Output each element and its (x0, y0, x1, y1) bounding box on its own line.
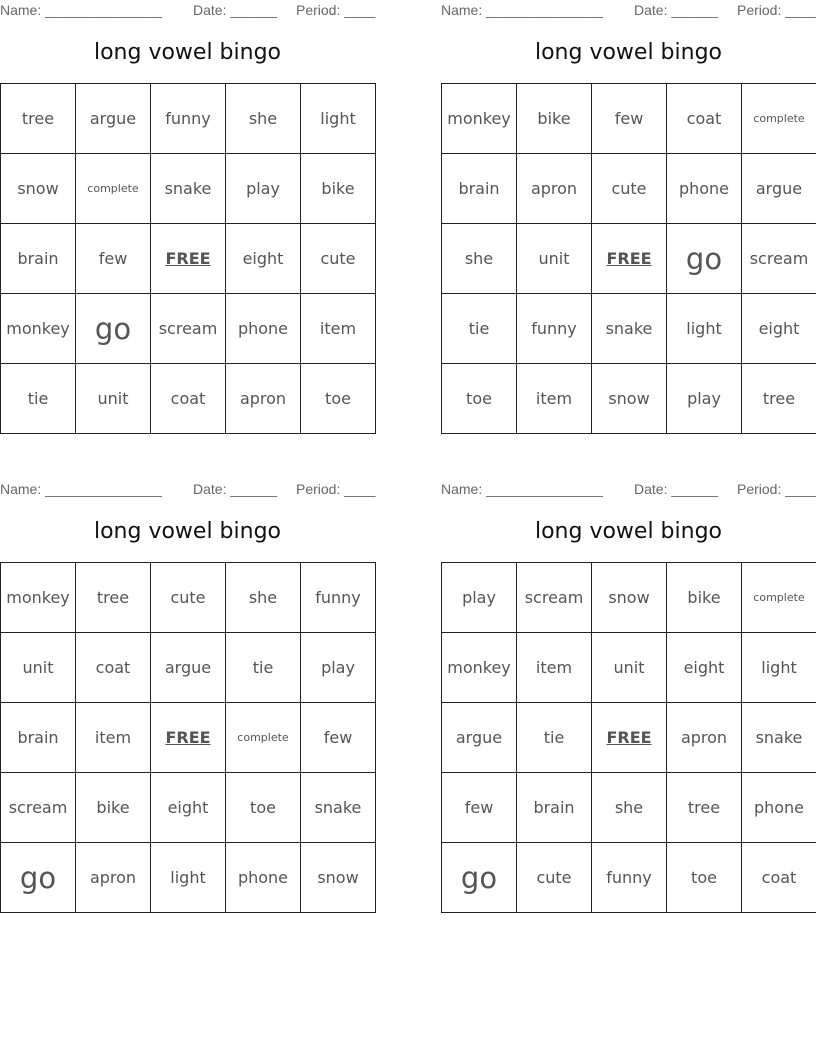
period-field: Period: ____ (737, 2, 816, 18)
bingo-cell: bike (301, 154, 376, 224)
bingo-cell: item (76, 703, 151, 773)
bingo-cell: monkey (442, 633, 517, 703)
bingo-cell: snake (742, 703, 816, 773)
card-title: long vowel bingo (93, 40, 282, 65)
card-header (0, 479, 375, 501)
bingo-cell: funny (592, 843, 667, 913)
period-field: Period: ____ (296, 2, 376, 18)
bingo-cell: coat (667, 84, 742, 154)
card-header (441, 479, 816, 501)
bingo-grid (441, 83, 816, 434)
bingo-cell: toe (442, 364, 517, 434)
bingo-cell: few (442, 773, 517, 843)
bingo-cell: item (301, 294, 376, 364)
bingo-cell: argue (76, 84, 151, 154)
bingo-cell: monkey (442, 84, 517, 154)
bingo-cell: coat (742, 843, 816, 913)
bingo-cell: toe (226, 773, 301, 843)
bingo-cell: light (742, 633, 816, 703)
bingo-cell: cute (151, 563, 226, 633)
bingo-cell: toe (667, 843, 742, 913)
bingo-cell: eight (226, 224, 301, 294)
bingo-cell: apron (517, 154, 592, 224)
bingo-grid (0, 562, 376, 913)
date-field: Date: ______ (193, 2, 278, 18)
bingo-cell: complete (742, 563, 816, 633)
name-field: Name: _______________ (441, 2, 603, 18)
bingo-row (442, 843, 816, 913)
bingo-cell: tie (1, 364, 76, 434)
bingo-cell: phone (667, 154, 742, 224)
card-header (0, 0, 375, 22)
bingo-row (442, 224, 816, 294)
bingo-cell: monkey (1, 294, 76, 364)
bingo-cell: she (592, 773, 667, 843)
period-field: Period: ____ (296, 481, 376, 497)
bingo-cell: brain (1, 224, 76, 294)
bingo-cell: brain (442, 154, 517, 224)
bingo-cell: snow (592, 364, 667, 434)
bingo-row (1, 843, 376, 913)
bingo-grid (441, 562, 816, 913)
bingo-cell: she (226, 563, 301, 633)
bingo-cell: bike (667, 563, 742, 633)
bingo-row (1, 154, 376, 224)
bingo-card (0, 479, 375, 913)
bingo-cell: few (76, 224, 151, 294)
bingo-cell: go (76, 294, 151, 364)
bingo-cell: snow (1, 154, 76, 224)
bingo-cell: tie (517, 703, 592, 773)
bingo-row (442, 294, 816, 364)
bingo-cell: complete (226, 703, 301, 773)
card-title: long vowel bingo (534, 519, 723, 544)
bingo-cell: apron (76, 843, 151, 913)
bingo-row (442, 364, 816, 434)
bingo-row (1, 773, 376, 843)
bingo-cell: scream (1, 773, 76, 843)
bingo-card (441, 0, 816, 434)
name-field: Name: _______________ (441, 481, 603, 497)
free-space-cell: FREE (592, 703, 667, 773)
bingo-card (441, 479, 816, 913)
bingo-cell: go (667, 224, 742, 294)
name-field: Name: _______________ (0, 481, 162, 497)
bingo-cell: brain (1, 703, 76, 773)
bingo-cell: scream (517, 563, 592, 633)
bingo-row (442, 703, 816, 773)
free-space-cell: FREE (151, 224, 226, 294)
bingo-cell: unit (76, 364, 151, 434)
bingo-cell: item (517, 633, 592, 703)
bingo-cell: eight (151, 773, 226, 843)
bingo-grid (0, 83, 376, 434)
date-field: Date: ______ (634, 481, 719, 497)
bingo-cell: toe (301, 364, 376, 434)
bingo-row (1, 364, 376, 434)
bingo-row (442, 154, 816, 224)
date-field: Date: ______ (193, 481, 278, 497)
bingo-cell: play (301, 633, 376, 703)
bingo-cell: snake (301, 773, 376, 843)
bingo-cell: tree (1, 84, 76, 154)
bingo-cell: unit (517, 224, 592, 294)
bingo-cell: light (667, 294, 742, 364)
card-header (441, 0, 816, 22)
bingo-cell: cute (517, 843, 592, 913)
bingo-cell: go (1, 843, 76, 913)
bingo-cell: snake (592, 294, 667, 364)
bingo-row (1, 224, 376, 294)
bingo-cell: unit (592, 633, 667, 703)
bingo-cell: go (442, 843, 517, 913)
bingo-cell: few (301, 703, 376, 773)
bingo-cell: eight (667, 633, 742, 703)
bingo-cell: monkey (1, 563, 76, 633)
bingo-cell: bike (517, 84, 592, 154)
bingo-cell: cute (592, 154, 667, 224)
bingo-cell: coat (76, 633, 151, 703)
bingo-cell: complete (742, 84, 816, 154)
bingo-cell: play (442, 563, 517, 633)
card-title: long vowel bingo (93, 519, 282, 544)
bingo-cell: scream (151, 294, 226, 364)
bingo-cell: funny (301, 563, 376, 633)
bingo-row (1, 703, 376, 773)
bingo-cell: tree (667, 773, 742, 843)
bingo-row (442, 633, 816, 703)
bingo-cell: tie (226, 633, 301, 703)
free-space-cell: FREE (151, 703, 226, 773)
bingo-cell: funny (151, 84, 226, 154)
bingo-cell: tree (742, 364, 816, 434)
name-field: Name: _______________ (0, 2, 162, 18)
bingo-cell: phone (226, 294, 301, 364)
bingo-cell: argue (442, 703, 517, 773)
bingo-cell: argue (151, 633, 226, 703)
bingo-cell: apron (226, 364, 301, 434)
bingo-card (0, 0, 375, 434)
bingo-cell: scream (742, 224, 816, 294)
bingo-cell: snow (301, 843, 376, 913)
bingo-row (1, 294, 376, 364)
bingo-cell: tie (442, 294, 517, 364)
bingo-cell: bike (76, 773, 151, 843)
bingo-row (442, 563, 816, 633)
bingo-cell: she (226, 84, 301, 154)
bingo-cell: brain (517, 773, 592, 843)
bingo-row (1, 633, 376, 703)
bingo-cell: phone (226, 843, 301, 913)
bingo-cell: light (301, 84, 376, 154)
bingo-cell: argue (742, 154, 816, 224)
bingo-cell: complete (76, 154, 151, 224)
period-field: Period: ____ (737, 481, 816, 497)
bingo-cell: cute (301, 224, 376, 294)
bingo-cell: play (226, 154, 301, 224)
bingo-cell: she (442, 224, 517, 294)
card-title: long vowel bingo (534, 40, 723, 65)
bingo-cell: snake (151, 154, 226, 224)
bingo-cell: unit (1, 633, 76, 703)
bingo-cell: snow (592, 563, 667, 633)
bingo-cell: phone (742, 773, 816, 843)
bingo-cell: light (151, 843, 226, 913)
bingo-cell: apron (667, 703, 742, 773)
bingo-cell: play (667, 364, 742, 434)
bingo-row (1, 84, 376, 154)
bingo-cell: funny (517, 294, 592, 364)
date-field: Date: ______ (634, 2, 719, 18)
bingo-cell: coat (151, 364, 226, 434)
free-space-cell: FREE (592, 224, 667, 294)
bingo-cell: few (592, 84, 667, 154)
bingo-row (442, 84, 816, 154)
bingo-row (442, 773, 816, 843)
bingo-cell: tree (76, 563, 151, 633)
bingo-cell: eight (742, 294, 816, 364)
bingo-row (1, 563, 376, 633)
bingo-cell: item (517, 364, 592, 434)
